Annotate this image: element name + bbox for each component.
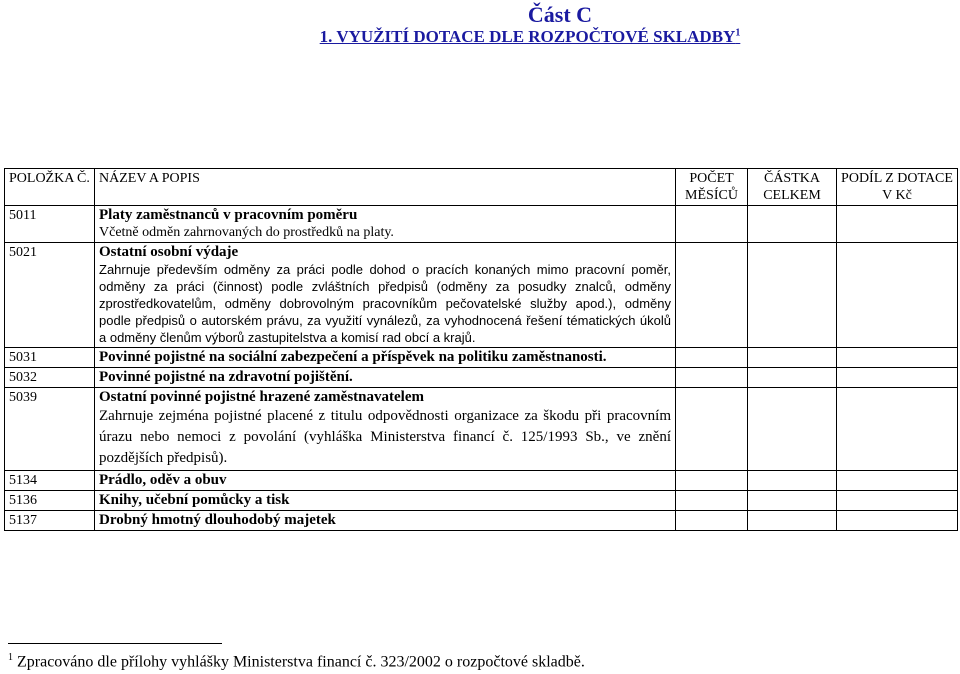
share-cell[interactable]: [837, 243, 958, 348]
header-amount: ČÁSTKA CELKEM: [748, 169, 837, 206]
header-name: NÁZEV A POPIS: [95, 169, 676, 206]
share-cell[interactable]: [837, 471, 958, 491]
item-description: Včetně odměn zahrnovaných do prostředků na platy.: [99, 225, 394, 240]
amount-cell[interactable]: [748, 206, 837, 243]
table-row: [5, 388, 958, 471]
item-title: Povinné pojistné na zdravotní pojištění.: [99, 369, 353, 385]
share-cell[interactable]: [837, 388, 958, 471]
amount-cell[interactable]: [748, 243, 837, 348]
months-cell[interactable]: [676, 511, 748, 531]
item-cell: [95, 388, 676, 471]
footnote-divider: [8, 643, 222, 644]
item-code: 5136: [5, 491, 95, 511]
months-cell[interactable]: [676, 243, 748, 348]
footnote-mark: 1: [8, 652, 13, 663]
item-cell: [95, 368, 676, 388]
item-cell: [95, 348, 676, 368]
table-row: [5, 243, 958, 348]
amount-cell[interactable]: [748, 511, 837, 531]
table-row: [5, 471, 958, 491]
item-description: Zahrnuje zejména pojistné placené z titulu odpovědnosti organizace za škodu při pracovním úrazu nebo nemoci z povolání (vyhláška Ministerstva financí č. 125/1993 Sb., ve znění pozdějších předpisů).: [99, 408, 671, 466]
months-cell[interactable]: [676, 348, 748, 368]
page-title: Část C: [527, 2, 593, 27]
item-cell: [95, 511, 676, 531]
item-cell: [95, 206, 676, 243]
header-share: PODÍL Z DOTACE V Kč: [837, 169, 958, 206]
amount-cell[interactable]: [748, 471, 837, 491]
share-cell[interactable]: [837, 511, 958, 531]
section-subtitle: [0, 27, 960, 47]
months-cell[interactable]: [676, 388, 748, 471]
table-row: [5, 511, 958, 531]
months-cell[interactable]: [676, 368, 748, 388]
header-code: POLOŽKA Č.: [5, 169, 95, 206]
months-cell[interactable]: [676, 206, 748, 243]
item-code: 5021: [5, 243, 95, 348]
item-code: 5137: [5, 511, 95, 531]
item-title: Drobný hmotný dlouhodobý majetek: [99, 512, 336, 528]
amount-cell[interactable]: [748, 368, 837, 388]
item-title: Knihy, učební pomůcky a tisk: [99, 492, 290, 508]
item-description: Zahrnuje především odměny za práci podle dohod o pracích konaných mimo pracovní poměr, odměny za práci (činnost) podle zvláštních předpisů (odměny za posudky znalců, odměny zprostředkovatelům, odměny dobrovolným pracovníkům pečovatelské služby apod.), odměny podle předpisů o autorském právu, za využití vynálezů, za vyhodnocená řešení tématických úkolů a odměny členům výborů zastupitelstva a komisí rad obcí a krajů.: [99, 262, 671, 345]
item-title: Prádlo, oděv a obuv: [99, 472, 227, 488]
subtitle-text: 1. VYUŽITÍ DOTACE DLE ROZPOČTOVÉ SKLADBY: [319, 27, 736, 46]
months-cell[interactable]: [676, 471, 748, 491]
item-cell: [95, 243, 676, 348]
item-title: Ostatní osobní výdaje: [99, 244, 239, 260]
footnote-text: Zpracováno dle přílohy vyhlášky Ministerstva financí č. 323/2002 o rozpočtové skladbě.: [17, 653, 585, 671]
table-row: [5, 491, 958, 511]
share-cell[interactable]: [837, 348, 958, 368]
share-cell[interactable]: [837, 491, 958, 511]
item-title: Ostatní povinné pojistné hrazené zaměstnavatelem: [99, 389, 424, 405]
item-code: 5031: [5, 348, 95, 368]
table-row: [5, 348, 958, 368]
table-header-row: [5, 169, 958, 206]
item-code: 5039: [5, 388, 95, 471]
item-cell: [95, 471, 676, 491]
amount-cell[interactable]: [748, 388, 837, 471]
table-row: [5, 368, 958, 388]
item-code: 5032: [5, 368, 95, 388]
item-cell: [95, 491, 676, 511]
header-months: POČET MĚSÍCŮ: [676, 169, 748, 206]
budget-table: [4, 168, 958, 531]
footnote-ref: 1: [735, 27, 741, 39]
footnote: [8, 652, 585, 671]
months-cell[interactable]: [676, 491, 748, 511]
table-row: [5, 206, 958, 243]
amount-cell[interactable]: [748, 348, 837, 368]
item-code: 5134: [5, 471, 95, 491]
item-title: Platy zaměstnanců v pracovním poměru: [99, 207, 358, 223]
amount-cell[interactable]: [748, 491, 837, 511]
share-cell[interactable]: [837, 206, 958, 243]
share-cell[interactable]: [837, 368, 958, 388]
item-code: 5011: [5, 206, 95, 243]
item-title: Povinné pojistné na sociální zabezpečení a příspěvek na politiku zaměstnanosti.: [99, 349, 607, 365]
